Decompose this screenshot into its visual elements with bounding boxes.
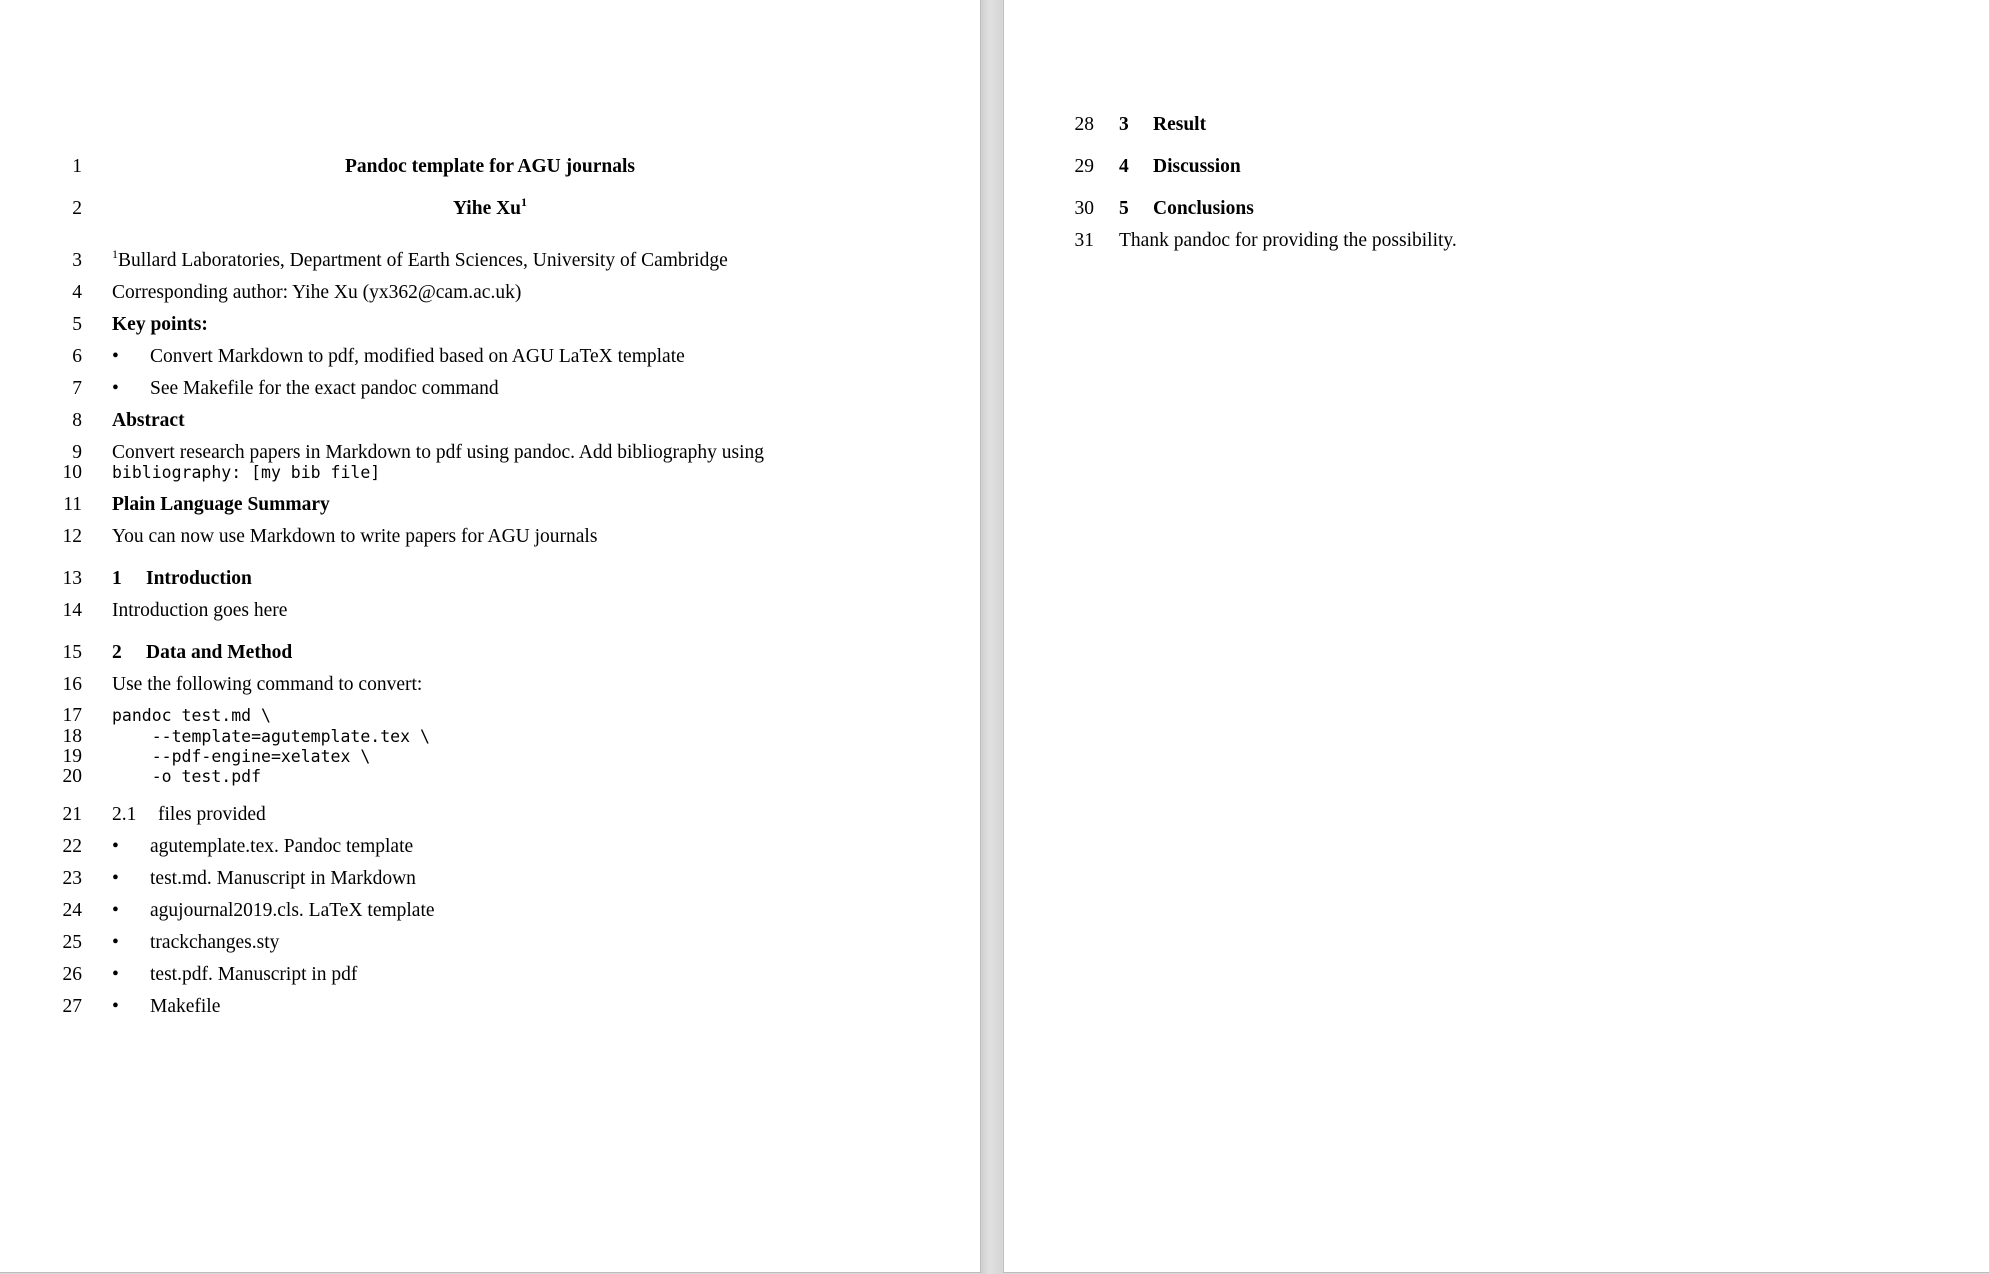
- line-number: 20: [62, 766, 82, 787]
- affiliation-superscript: 1: [112, 247, 118, 261]
- line-number: 1: [72, 156, 82, 177]
- abstract-text: Convert research papers in Markdown to pdf using pandoc. Add bibliography using: [112, 442, 765, 463]
- file-list-item: test.pdf. Manuscript in pdf: [150, 964, 358, 985]
- line-number: 28: [1074, 114, 1094, 135]
- section-number: 3: [1119, 114, 1129, 135]
- file-list-item: trackchanges.sty: [150, 932, 280, 953]
- bullet-icon: •: [112, 836, 119, 857]
- file-list-item: agutemplate.tex. Pandoc template: [150, 836, 414, 857]
- abstract-heading: Abstract: [112, 410, 185, 431]
- line-number: 12: [62, 526, 82, 547]
- bullet-icon: •: [112, 964, 119, 985]
- section-heading-result: [1119, 114, 1206, 136]
- corresponding-author: Corresponding author: Yihe Xu (yx362@cam.ac.uk): [112, 282, 522, 303]
- line-number: 17: [62, 705, 82, 726]
- author-line: [0, 195, 980, 220]
- key-points-heading: Key points:: [112, 314, 208, 335]
- introduction-text: Introduction goes here: [112, 600, 288, 621]
- line-number: 11: [63, 494, 82, 515]
- subsection-number: 2.1: [112, 804, 137, 825]
- bullet-icon: •: [112, 932, 119, 953]
- line-number: 9: [72, 442, 82, 463]
- abstract-code: bibliography: [my bib file]: [112, 463, 381, 482]
- document-page-2: [1003, 0, 1989, 1273]
- author-name: Yihe Xu: [452, 198, 522, 219]
- file-list-item: Makefile: [150, 996, 221, 1017]
- section-number: 4: [1119, 156, 1129, 177]
- section-number: 5: [1119, 198, 1129, 219]
- affiliation: [112, 247, 728, 272]
- data-method-text: Use the following command to convert:: [112, 674, 423, 695]
- line-number: 26: [62, 964, 82, 985]
- line-number: 10: [62, 462, 82, 483]
- line-number: 5: [72, 314, 82, 335]
- code-line: pandoc test.md \: [112, 706, 271, 725]
- line-number: 29: [1074, 156, 1094, 177]
- line-number: 15: [62, 642, 82, 663]
- section-heading-discussion: [1119, 156, 1241, 178]
- line-number: 30: [1074, 198, 1094, 219]
- line-number: 14: [62, 600, 82, 621]
- line-number: 6: [72, 346, 82, 367]
- line-number: 27: [62, 996, 82, 1017]
- document-title: Pandoc template for AGU journals: [345, 156, 635, 177]
- page-gap: [981, 0, 1002, 1274]
- line-number: 2: [72, 198, 82, 219]
- section-title: Result: [1153, 114, 1207, 135]
- section-heading-introduction: [112, 568, 252, 590]
- line-number: 22: [62, 836, 82, 857]
- line-number: 8: [72, 410, 82, 431]
- line-number: 18: [62, 726, 82, 747]
- section-title: Data and Method: [146, 642, 293, 663]
- subsection-title: files provided: [158, 804, 266, 825]
- plain-language-summary-heading: Plain Language Summary: [112, 494, 330, 515]
- line-number: 7: [72, 378, 82, 399]
- key-point-item: Convert Markdown to pdf, modified based on AGU LaTeX template: [150, 346, 685, 367]
- section-heading-data-method: [112, 642, 292, 664]
- author-superscript: 1: [521, 195, 528, 209]
- section-heading-conclusions: [1119, 198, 1254, 220]
- code-line: --pdf-engine=xelatex \: [112, 747, 371, 766]
- line-number: 19: [62, 746, 82, 767]
- bullet-icon: •: [112, 868, 119, 889]
- section-title: Introduction: [146, 568, 252, 589]
- line-number: 24: [62, 900, 82, 921]
- code-line: --template=agutemplate.tex \: [112, 727, 430, 746]
- line-number: 3: [72, 250, 82, 271]
- bullet-icon: •: [112, 996, 119, 1017]
- plain-language-summary-text: You can now use Markdown to write papers for AGU journals: [112, 526, 598, 547]
- line-number: 21: [62, 804, 82, 825]
- line-number: 23: [62, 868, 82, 889]
- bullet-icon: •: [112, 346, 119, 367]
- section-title: Discussion: [1153, 156, 1241, 177]
- subsection-heading-files: [112, 804, 266, 826]
- section-title: Conclusions: [1153, 198, 1254, 219]
- affiliation-text: Bullard Laboratories, Department of Earth Sciences, University of Cambridge: [118, 250, 728, 271]
- key-point-item: See Makefile for the exact pandoc command: [150, 378, 499, 399]
- file-list-item: agujournal2019.cls. LaTeX template: [150, 900, 435, 921]
- line-number: 13: [62, 568, 82, 589]
- line-number: 4: [72, 282, 82, 303]
- section-number: 2: [112, 642, 122, 663]
- document-page-1: [0, 0, 981, 1273]
- line-number: 25: [62, 932, 82, 953]
- section-number: 1: [112, 568, 122, 589]
- line-number: 16: [62, 674, 82, 695]
- line-number: 31: [1074, 230, 1094, 251]
- code-line: -o test.pdf: [112, 767, 262, 786]
- bullet-icon: •: [112, 378, 119, 399]
- conclusions-text: Thank pandoc for providing the possibility.: [1119, 230, 1457, 251]
- bullet-icon: •: [112, 900, 119, 921]
- file-list-item: test.md. Manuscript in Markdown: [150, 868, 416, 889]
